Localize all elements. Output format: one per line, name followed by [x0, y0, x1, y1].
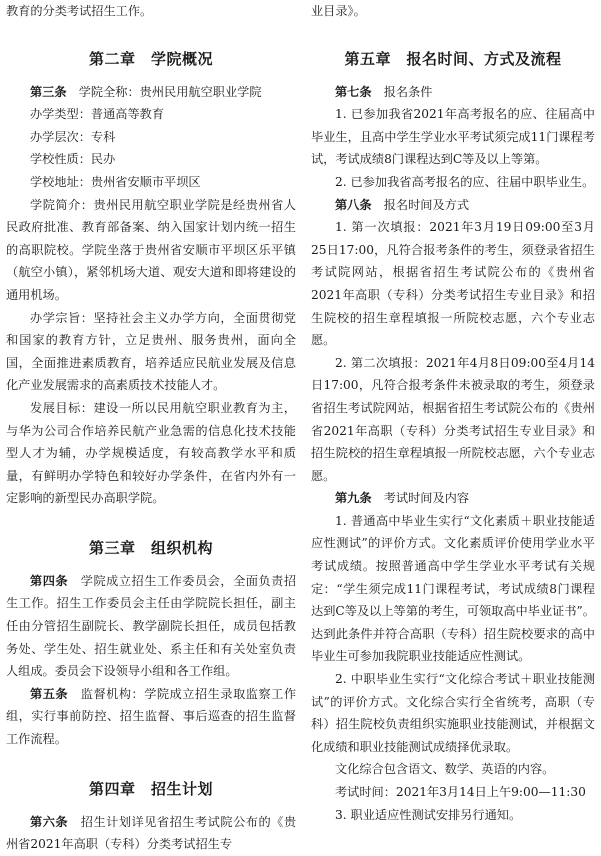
article-4: [6, 570, 296, 683]
article-8: [311, 194, 595, 217]
article-8-label: 第八条: [335, 197, 372, 212]
school-goal: 发展目标：建设一所以民用航空职业教育为主，与华为公司合作培养民航产业急需的信息化技术技能型人才为辅，办学规模适度，有较高教学水平和质量，有鲜明办学特色和较好办学条件，在省内外有一定影响的新型民办高职学院。: [6, 400, 296, 506]
chapter-3-heading: 第三章 组织机构: [88, 538, 213, 557]
article-7-label: 第七条: [335, 84, 372, 99]
intro-tail-text: 教育的分类考试招生工作。: [6, 4, 153, 18]
school-nature: 办学类型：普通高等教育: [30, 107, 165, 122]
chapter-2-heading: 第二章 学院概况: [88, 49, 213, 68]
article-6: [6, 811, 296, 856]
school-level: 办学层次：专科: [30, 129, 116, 144]
exam-rule-1: 1. 普通高中毕业生实行“文化素质＋职业技能适应性测试”的评价方式。文化素质评价使用学业水平考试成绩。按照普通高中学生学业水平考试有关规定：“学生须完成11门课程考试，考试成绩8门课程达到C等及以上等第的考生，可领取高中毕业证书”。达到此条件并符合高职（专科）招生院校要求的高中毕业生可参加我院职业技能适应性测试。: [311, 513, 595, 664]
school-type: 学校性质：民办: [30, 152, 116, 167]
article-5: [6, 683, 296, 751]
article-3-text: 学院全称：贵州民用航空职业学院: [78, 84, 262, 99]
article-7: [311, 81, 595, 104]
chapter-5-heading: 第五章 报名时间、方式及流程: [344, 49, 562, 68]
article-9: [311, 487, 595, 510]
article-6-label: 第六条: [30, 814, 69, 829]
article-5-text: 监督机构：学院成立招生录取监察工作组，实行事前防控、招生监督、事后巡查的招生监督工作流程。: [6, 686, 297, 747]
fill-round-2: 2. 第二次填报：2021年4月8日09:00至4月14日17:00，凡符合报考条件未被录取的考生，须登录省招生考试院网站，根据省招生考试院公布的《贵州省2021年高职（专科）分类考试招生专业目录》和招生院校的招生章程填报一所院校志愿，六个专业志愿。: [311, 355, 595, 483]
exam-rule-3: 3. 职业适应性测试安排另行通知。: [335, 807, 522, 822]
article-5-label: 第五条: [30, 686, 69, 701]
right-column: [311, 0, 595, 826]
fill-round-1: 1. 第一次填报：2021年3月19日09:00至3月25日17:00，凡符合报考条件的考生，须登录省招生考试院网站，根据省招生考试院公布的《贵州省2021年高职（专科）分类考试招生专业目录》和招生院校的招生章程填报一所院校志愿，六个专业志愿。: [311, 220, 595, 348]
article-7-text: 报名条件: [383, 84, 433, 99]
chapter-4-heading: 第四章 招生计划: [88, 779, 213, 798]
article-3-label: 第三条: [30, 84, 67, 99]
article-4-text: 学院成立招生工作委员会，全面负责招生工作。招生工作委员会主任由学院院长担任，副主任由分管招生副院长、教学副院长担任，成员包括教务处、学生处、招生就业处、系主任和有关处室负责人组成。委员会下设领导小组和各工作组。: [6, 573, 297, 679]
exam-rule-2: 2. 中职毕业生实行“文化综合考试＋职业技能测试”的评价方式。文化综合实行全省统考，高职（专科）招生院校负责组织实施职业技能测试，并根据文化成绩和职业技能测试成绩择优录取。: [311, 672, 595, 754]
school-purpose: 办学宗旨：坚持社会主义办学方向，全面贯彻党和国家的教育方针，立足贵州、服务贵州，面向全国，全面推进素质教育，培养适应民航业发展及信息化产业发展需求的高素质技术技能人才。: [6, 310, 296, 393]
article-8-text: 报名时间及方式: [383, 197, 470, 212]
school-address: 学校地址：贵州省安顺市平坝区: [30, 174, 201, 189]
condition-2: 2. 已参加我省高考报名的应、往届中职毕业生。: [335, 174, 595, 189]
article-9-label: 第九条: [335, 491, 372, 506]
article-3: [6, 81, 296, 104]
school-profile: 学院简介：贵州民用航空职业学院是经贵州省人民政府批准、教育部备案、纳入国家计划内统一招生的高职院校。学院坐落于贵州省安顺市平坝区乐平镇（航空小镇），紧邻机场大道、观安大道和即将建设的通用机场。: [6, 197, 296, 302]
condition-1: 1. 已参加我省2021年高考报名的应、往届高中毕业生，且高中学生学业水平考试须完成11门课程考试，考试成绩8门课程达到C等及以上等第。: [311, 107, 595, 167]
exam-time: 考试时间：2021年3月14日上午9:00—11:30: [335, 785, 586, 799]
article-4-label: 第四条: [30, 573, 69, 588]
top-tail-text: 业目录》。: [311, 4, 366, 18]
article-6-text: 招生计划详见省招生考试院公布的《贵州省2021年高职（专科）分类考试招生专: [6, 814, 297, 852]
exam-subjects: 文化综合包含语文、数学、英语的内容。: [335, 762, 555, 777]
article-9-text: 考试时间及内容: [383, 491, 470, 506]
left-column: [6, 0, 296, 856]
